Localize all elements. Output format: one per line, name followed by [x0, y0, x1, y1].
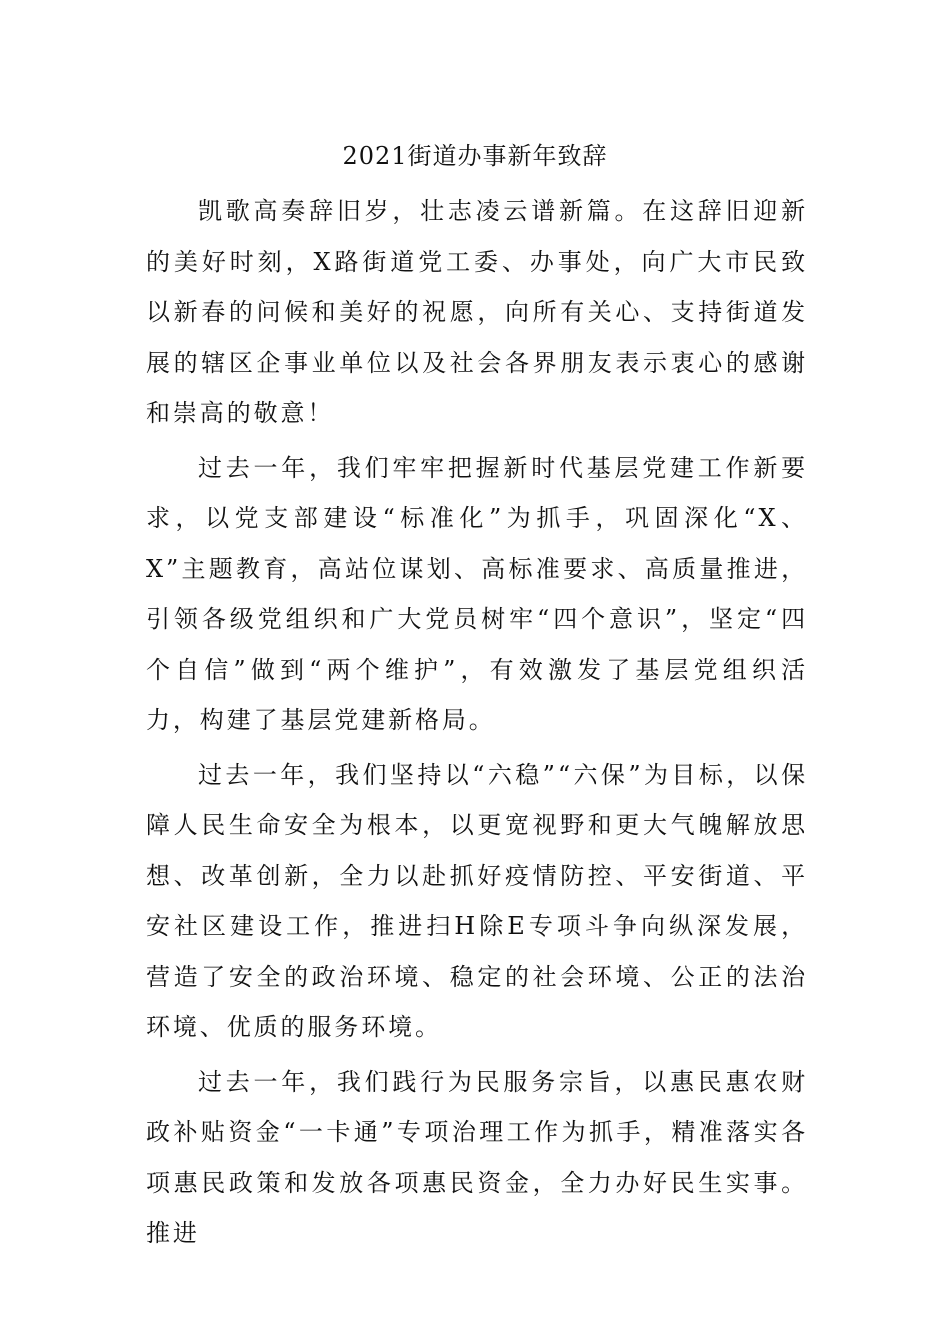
document-body — [146, 186, 808, 1263]
document-title: 2021街道办事新年致辞 — [342, 142, 608, 170]
paragraph-public-service: 过去一年，我们践行为民服务宗旨，以惠民惠农财政补贴资金“一卡通”专项治理工作为抓手，精准落实各项惠民政策和发放各项惠民资金，全力办好民生实事。推进 — [146, 1067, 808, 1247]
paragraph-greeting: 凯歌高奏辞旧岁，壮志凌云谱新篇。在这辞旧迎新的美好时刻，X路街道党工委、办事处，向广大市民致以新春的问候和美好的祝愿，向所有关心、支持街道发展的辖区企事业单位以及社会各界朋友表示衷心的感谢和崇高的敬意！ — [146, 197, 808, 427]
paragraph-safety: 过去一年，我们坚持以“六稳”“六保”为目标，以保障人民生命安全为根本，以更宽视野和更大气魄解放思想、改革创新，全力以赴抓好疫情防控、平安街道、平安社区建设工作，推进扫H除E专项斗争向纵深发展，营造了安全的政治环境、稳定的社会环境、公正的法治环境、优质的服务环境。 — [146, 760, 808, 1041]
paragraph-party-building: 过去一年，我们牢牢把握新时代基层党建工作新要求，以党支部建设“标准化”为抓手，巩固深化“X、X”主题教育，高站位谋划、高标准要求、高质量推进，引领各级党组织和广大党员树牢“四个意识”，坚定“四个自信”做到“两个维护”，有效激发了基层党组织活力，构建了基层党建新格局。 — [146, 453, 808, 734]
